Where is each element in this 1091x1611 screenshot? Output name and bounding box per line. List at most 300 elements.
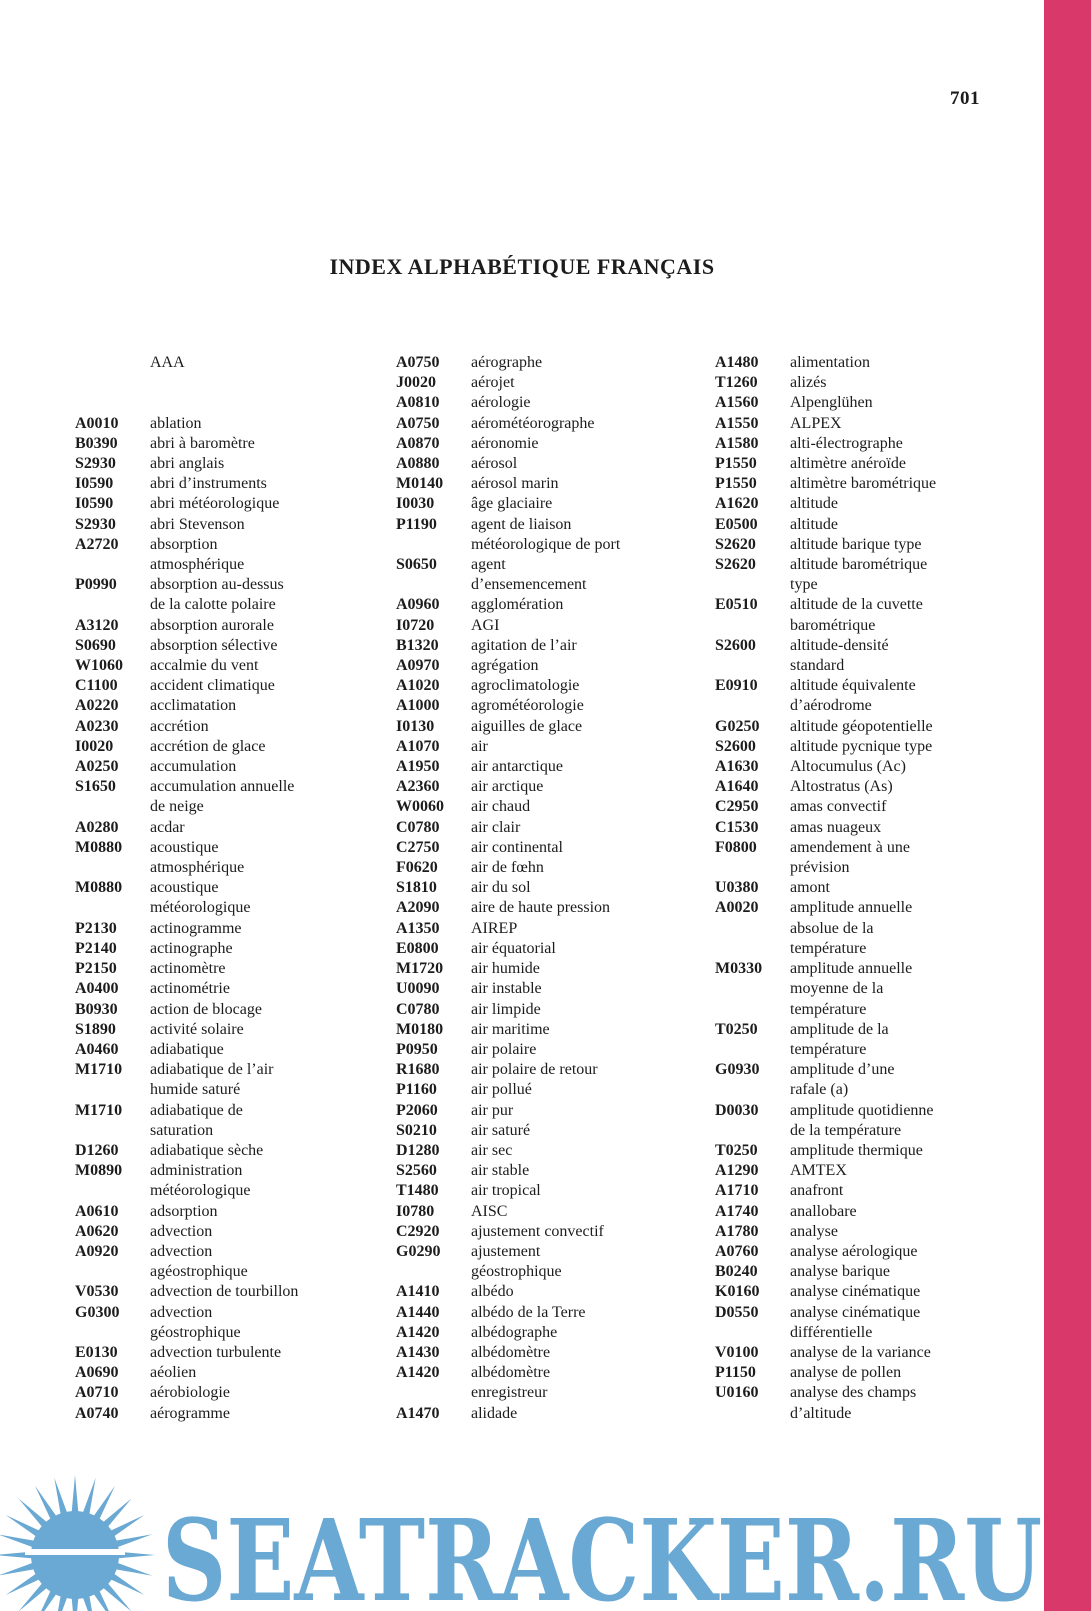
entry-term: AISC [471, 1202, 508, 1220]
entry-term: activité solaire [150, 1020, 244, 1038]
entry-term: advection géostrophique [150, 1303, 241, 1341]
entry-code: A1020 [396, 677, 440, 695]
entry-term: adiabatique de l’air humide saturé [150, 1061, 274, 1099]
entry-code: A1780 [715, 1222, 759, 1240]
entry-term: amendement à une prévision [790, 838, 910, 877]
entry-term: AAA [150, 354, 185, 371]
entry-term: absorption aurorale [150, 616, 274, 634]
entry-code: A1410 [396, 1283, 440, 1301]
entry-code: R1680 [396, 1061, 440, 1079]
entry-code: M0330 [715, 960, 763, 978]
index-entry [75, 373, 385, 393]
entry-code: A0250 [75, 758, 119, 776]
index-entry [75, 939, 385, 959]
entry-code: C0780 [396, 1000, 440, 1018]
entry-code: A0710 [75, 1384, 119, 1402]
entry-term: amplitude thermique [790, 1141, 923, 1159]
entry-term: air [471, 737, 488, 755]
entry-code: A0740 [75, 1404, 119, 1422]
index-entry [715, 1262, 1025, 1282]
entry-code: C1530 [715, 818, 759, 836]
entry-term: air clair [471, 818, 521, 836]
index-entry [75, 1101, 385, 1141]
entry-code: J0020 [396, 374, 436, 392]
index-entry [396, 797, 706, 817]
entry-code: I0130 [396, 717, 435, 735]
index-entry [396, 858, 706, 878]
index-entry [715, 1343, 1025, 1363]
index-entry [396, 959, 706, 979]
index-entry [396, 515, 706, 555]
entry-code: V0530 [75, 1283, 119, 1301]
entry-code: A0020 [715, 899, 759, 917]
index-entry [715, 393, 1025, 413]
index-entry [75, 818, 385, 838]
entry-term: analyse de la variance [790, 1343, 931, 1361]
entry-term: air polaire [471, 1040, 537, 1058]
entry-term: albédographe [471, 1323, 558, 1341]
entry-term: aérobiologie [150, 1384, 230, 1402]
entry-code: G0300 [75, 1303, 120, 1321]
entry-term: abri anglais [150, 455, 225, 473]
index-entry [715, 1303, 1025, 1343]
entry-term: amas nuageux [790, 818, 882, 836]
entry-term: abri à baromètre [150, 434, 255, 452]
entry-code: M0880 [75, 838, 123, 856]
index-entry [715, 1383, 1025, 1423]
entry-code: A0920 [75, 1242, 119, 1260]
index-entry [75, 979, 385, 999]
index-entry [396, 454, 706, 474]
entry-code: D1260 [75, 1141, 119, 1159]
entry-code: M1720 [396, 960, 444, 978]
page-title: INDEX ALPHABÉTIQUE FRANÇAIS [329, 254, 715, 279]
index-entry [396, 1404, 706, 1424]
index-entry [396, 656, 706, 676]
entry-term: air limpide [471, 1000, 541, 1018]
index-entry [75, 1363, 385, 1383]
entry-term: advection agéostrophique [150, 1242, 248, 1281]
index-entry [715, 636, 1025, 676]
entry-term: âge glaciaire [471, 495, 553, 513]
entry-term: ajustement géostrophique [471, 1242, 562, 1281]
entry-term: air maritime [471, 1020, 550, 1038]
index-entry [75, 454, 385, 474]
entry-code: A0220 [75, 697, 119, 715]
index-entry [75, 1303, 385, 1343]
entry-term: analyse des champs d’altitude [790, 1384, 917, 1422]
entry-term: adiabatique [150, 1040, 224, 1058]
index-entry [75, 1282, 385, 1302]
entry-term: advection turbulente [150, 1343, 282, 1361]
entry-code: S2600 [715, 636, 756, 654]
entry-code: S1890 [75, 1020, 116, 1038]
entry-code: I0720 [396, 616, 435, 634]
entry-code: A0970 [396, 657, 440, 675]
entry-term: acoustique atmosphérique [150, 838, 245, 877]
index-entry [396, 414, 706, 434]
index-entry [396, 838, 706, 858]
entry-code: D0550 [715, 1303, 759, 1321]
entry-code: A1480 [715, 354, 759, 371]
entry-code: I0020 [75, 737, 114, 755]
entry-code: A0750 [396, 354, 440, 371]
index-entry [75, 1060, 385, 1100]
entry-code: S1810 [396, 879, 437, 897]
entry-code: T0250 [715, 1020, 758, 1038]
entry-code: A1440 [396, 1303, 440, 1321]
index-entry [75, 1343, 385, 1363]
index-entry [715, 1101, 1025, 1141]
entry-code: A0960 [396, 596, 440, 614]
entry-term: aérosol [471, 455, 518, 473]
entry-code: B0390 [75, 434, 118, 452]
entry-term: alidade [471, 1404, 518, 1422]
index-entry [75, 1040, 385, 1060]
entry-code: T1480 [396, 1182, 439, 1200]
entry-term: aérojet [471, 374, 515, 392]
index-entry [715, 1222, 1025, 1242]
entry-term: acclimatation [150, 697, 237, 715]
entry-code: A0280 [75, 818, 119, 836]
index-entry [75, 656, 385, 676]
index-entry [396, 555, 706, 595]
index-column-2 [396, 353, 706, 1424]
entry-code: S2930 [75, 455, 116, 473]
entry-code: P1160 [396, 1081, 437, 1099]
entry-code: S0690 [75, 636, 116, 654]
entry-term: aérométéorographe [471, 414, 595, 432]
index-entry [715, 757, 1025, 777]
index-entry [715, 434, 1025, 454]
index-entry [75, 1383, 385, 1403]
index-entry [715, 373, 1025, 393]
entry-code: S2600 [715, 737, 756, 755]
index-entry [715, 1060, 1025, 1100]
index-entry [75, 1404, 385, 1424]
index-entry [396, 616, 706, 636]
entry-code: M0880 [75, 879, 123, 897]
index-entry [75, 676, 385, 696]
entry-code: F0800 [715, 838, 757, 856]
entry-code: S0210 [396, 1121, 437, 1139]
index-entry [396, 1282, 706, 1302]
index-entry [715, 1202, 1025, 1222]
index-entry [715, 1282, 1025, 1302]
index-entry [715, 878, 1025, 898]
entry-code: I0030 [396, 495, 435, 513]
index-entry [715, 474, 1025, 494]
entry-code: G0290 [396, 1242, 441, 1260]
index-entry [75, 717, 385, 737]
index-entry [75, 393, 385, 413]
entry-code: A1470 [396, 1404, 440, 1422]
entry-term: air instable [471, 980, 542, 998]
entry-code: A2720 [75, 535, 119, 553]
index-column-1 [75, 353, 385, 1424]
index-entry [715, 1020, 1025, 1060]
index-entry [396, 717, 706, 737]
entry-code: A3120 [75, 616, 119, 634]
index-entry [396, 1161, 706, 1181]
entry-term: air tropical [471, 1182, 541, 1200]
entry-code: C1100 [75, 677, 118, 695]
index-entry [396, 1363, 706, 1403]
index-entry [396, 919, 706, 939]
index-entry [396, 818, 706, 838]
entry-term: absorption sélective [150, 636, 278, 654]
entry-code: U0380 [715, 879, 759, 897]
entry-code: C2950 [715, 798, 759, 816]
entry-term: altimètre anéroïde [790, 455, 906, 473]
entry-term: analyse barique [790, 1263, 890, 1281]
entry-term: air humide [471, 960, 540, 978]
entry-code: A0760 [715, 1242, 759, 1260]
index-entry [75, 838, 385, 878]
entry-code: E0500 [715, 515, 758, 533]
page-number: 701 [950, 88, 980, 109]
entry-code: I0590 [75, 475, 114, 493]
index-entry [396, 777, 706, 797]
entry-code: S1650 [75, 778, 116, 796]
entry-term: aérologie [471, 394, 531, 412]
index-entry [396, 1202, 706, 1222]
entry-code: A1620 [715, 495, 759, 513]
entry-code: I0780 [396, 1202, 435, 1220]
index-entry [715, 717, 1025, 737]
entry-code: W1060 [75, 657, 123, 675]
index-entry [75, 1202, 385, 1222]
entry-term: albédomètre [471, 1343, 551, 1361]
entry-code: T1260 [715, 374, 758, 392]
watermark [0, 1455, 1091, 1611]
entry-code: A1290 [715, 1162, 759, 1180]
index-entry [396, 1181, 706, 1201]
entry-term: air pur [471, 1101, 514, 1119]
index-entry [396, 1222, 706, 1242]
index-entry [715, 797, 1025, 817]
entry-term: amplitude annuelle moyenne de la température [790, 960, 913, 1018]
entry-code: A0460 [75, 1040, 119, 1058]
entry-term: analyse [790, 1222, 838, 1240]
index-entry [75, 919, 385, 939]
entry-term: agrégation [471, 657, 539, 675]
index-entry [396, 494, 706, 514]
index-entry [396, 939, 706, 959]
entry-term: air continental [471, 838, 563, 856]
index-entry [396, 676, 706, 696]
entry-term: AGI [471, 616, 500, 634]
index-entry [396, 636, 706, 656]
index-entry [75, 353, 385, 373]
index-entry [715, 838, 1025, 878]
entry-term: adsorption [150, 1202, 218, 1220]
entry-code: P1150 [715, 1364, 756, 1382]
entry-term: administration météorologique [150, 1162, 251, 1200]
entry-term: altitude barique type [790, 535, 922, 553]
entry-term: analyse cinématique [790, 1283, 921, 1301]
entry-code: P0990 [75, 576, 117, 594]
entry-term: alizés [790, 374, 827, 392]
index-entry [396, 1101, 706, 1121]
entry-term: agrométéorologie [471, 697, 584, 715]
entry-code: A0620 [75, 1222, 119, 1240]
entry-code: S2620 [715, 556, 756, 574]
entry-term: air antarctique [471, 758, 563, 776]
index-entry [715, 595, 1025, 635]
index-entry [715, 1181, 1025, 1201]
entry-term: anallobare [790, 1202, 857, 1220]
entry-code: F0620 [396, 859, 438, 877]
entry-code: A0610 [75, 1202, 119, 1220]
entry-code: A2360 [396, 778, 440, 796]
index-entry [396, 1121, 706, 1141]
index-entry [396, 434, 706, 454]
index-entry [715, 1242, 1025, 1262]
entry-term: air chaud [471, 798, 531, 816]
entry-code: D0030 [715, 1101, 759, 1119]
entry-term: aérographe [471, 354, 543, 371]
index-entry [396, 1343, 706, 1363]
index-entry [715, 515, 1025, 535]
entry-code: A0870 [396, 434, 440, 452]
entry-term: air de fœhn [471, 859, 544, 877]
index-entry [715, 898, 1025, 959]
entry-code [75, 353, 150, 373]
index-entry [715, 959, 1025, 1020]
entry-code: A1630 [715, 758, 759, 776]
entry-term: analyse cinématique différentielle [790, 1303, 921, 1341]
entry-term: altitude-densité standard [790, 636, 889, 675]
entry-term: ablation [150, 414, 202, 432]
index-entry [396, 979, 706, 999]
entry-code: B1320 [396, 636, 439, 654]
entry-code [75, 373, 150, 393]
entry-term: action de blocage [150, 1000, 262, 1018]
entry-term: accumulation annuelle de neige [150, 778, 295, 816]
entry-code: A1000 [396, 697, 440, 715]
index-entry [396, 1080, 706, 1100]
entry-code: A0690 [75, 1364, 119, 1382]
entry-code: A1420 [396, 1364, 440, 1382]
entry-code: A2090 [396, 899, 440, 917]
index-entry [75, 1000, 385, 1020]
index-entry [75, 1222, 385, 1242]
entry-term: adiabatique de saturation [150, 1101, 243, 1139]
entry-code: E0800 [396, 939, 439, 957]
entry-code: P2130 [75, 919, 117, 937]
entry-code: A1950 [396, 758, 440, 776]
entry-code: M0180 [396, 1020, 444, 1038]
entry-term: agent de liaison météorologique de port [471, 515, 621, 553]
sun-burst-icon [0, 1475, 155, 1611]
entry-code: P2060 [396, 1101, 438, 1119]
entry-code: A0750 [396, 414, 440, 432]
entry-term: altitude barométrique type [790, 556, 928, 594]
entry-code [75, 393, 150, 413]
entry-term: actinométrie [150, 980, 230, 998]
entry-term: altitude équivalente d’aérodrome [790, 677, 916, 715]
index-entry [75, 1161, 385, 1201]
entry-term: abri d’instruments [150, 475, 267, 493]
entry-code: A0400 [75, 980, 119, 998]
entry-term: agroclimatologie [471, 677, 580, 695]
entry-term: adiabatique sèche [150, 1141, 264, 1159]
entry-term: air pollué [471, 1081, 532, 1099]
index-entry [75, 1141, 385, 1161]
entry-term: actinomètre [150, 960, 226, 978]
entry-code: A0230 [75, 717, 119, 735]
entry-code: P1190 [396, 515, 437, 533]
entry-code: M0890 [75, 1162, 123, 1180]
entry-code: A1550 [715, 414, 759, 432]
index-entry [396, 757, 706, 777]
entry-term: agitation de l’air [471, 636, 577, 654]
index-entry [396, 373, 706, 393]
entry-term: accrétion [150, 717, 209, 735]
entry-term: agglomération [471, 596, 564, 614]
index-entry [715, 737, 1025, 757]
index-entry [715, 818, 1025, 838]
entry-term: absorption atmosphérique [150, 535, 245, 574]
entry-term: AIREP [471, 919, 518, 937]
entry-term: acdar [150, 818, 185, 836]
entry-term: actinographe [150, 939, 233, 957]
entry-term: Altostratus (As) [790, 778, 893, 796]
index-entry [396, 393, 706, 413]
entry-term: albédo de la Terre [471, 1303, 586, 1321]
entry-term: altitude de la cuvette barométrique [790, 596, 923, 634]
entry-term: absorption au-dessus de la calotte polaire [150, 576, 284, 614]
entry-term: air du sol [471, 879, 531, 897]
entry-term: alimentation [790, 354, 870, 371]
entry-code: V0100 [715, 1343, 759, 1361]
entry-term: abri Stevenson [150, 515, 245, 533]
entry-code: G0250 [715, 717, 760, 735]
index-entry [396, 353, 706, 373]
entry-term: accrétion de glace [150, 737, 266, 755]
entry-code: T0250 [715, 1141, 758, 1159]
index-entry [75, 1242, 385, 1282]
entry-term: Alpenglühen [790, 394, 873, 412]
entry-code: A1580 [715, 434, 759, 452]
entry-term: anafront [790, 1182, 844, 1200]
entry-code: S2620 [715, 535, 756, 553]
index-entry [715, 414, 1025, 434]
index-entry [75, 1020, 385, 1040]
entry-term: aéronomie [471, 434, 539, 452]
entry-term: altitude [790, 515, 838, 533]
index-entry [396, 474, 706, 494]
entry-term: Altocumulus (Ac) [790, 758, 906, 776]
index-entry [396, 696, 706, 716]
index-entry [715, 676, 1025, 716]
entry-term: ALPEX [790, 414, 842, 432]
entry-code: S0650 [396, 556, 437, 574]
entry-term: accident climatique [150, 677, 275, 695]
entry-term: amplitude annuelle absolue de la température [790, 899, 913, 957]
entry-term: air équatorial [471, 939, 556, 957]
entry-term: analyse de pollen [790, 1364, 902, 1382]
entry-term: agent d’ensemencement [471, 556, 587, 594]
entry-code: E0130 [75, 1343, 118, 1361]
entry-code: A1420 [396, 1323, 440, 1341]
entry-term: amplitude quotidienne de la température [790, 1101, 934, 1139]
entry-term: accalmie du vent [150, 657, 259, 675]
entry-code: C2750 [396, 838, 440, 856]
entry-term: altitude [790, 495, 838, 513]
page-edge-band [1044, 0, 1091, 1611]
